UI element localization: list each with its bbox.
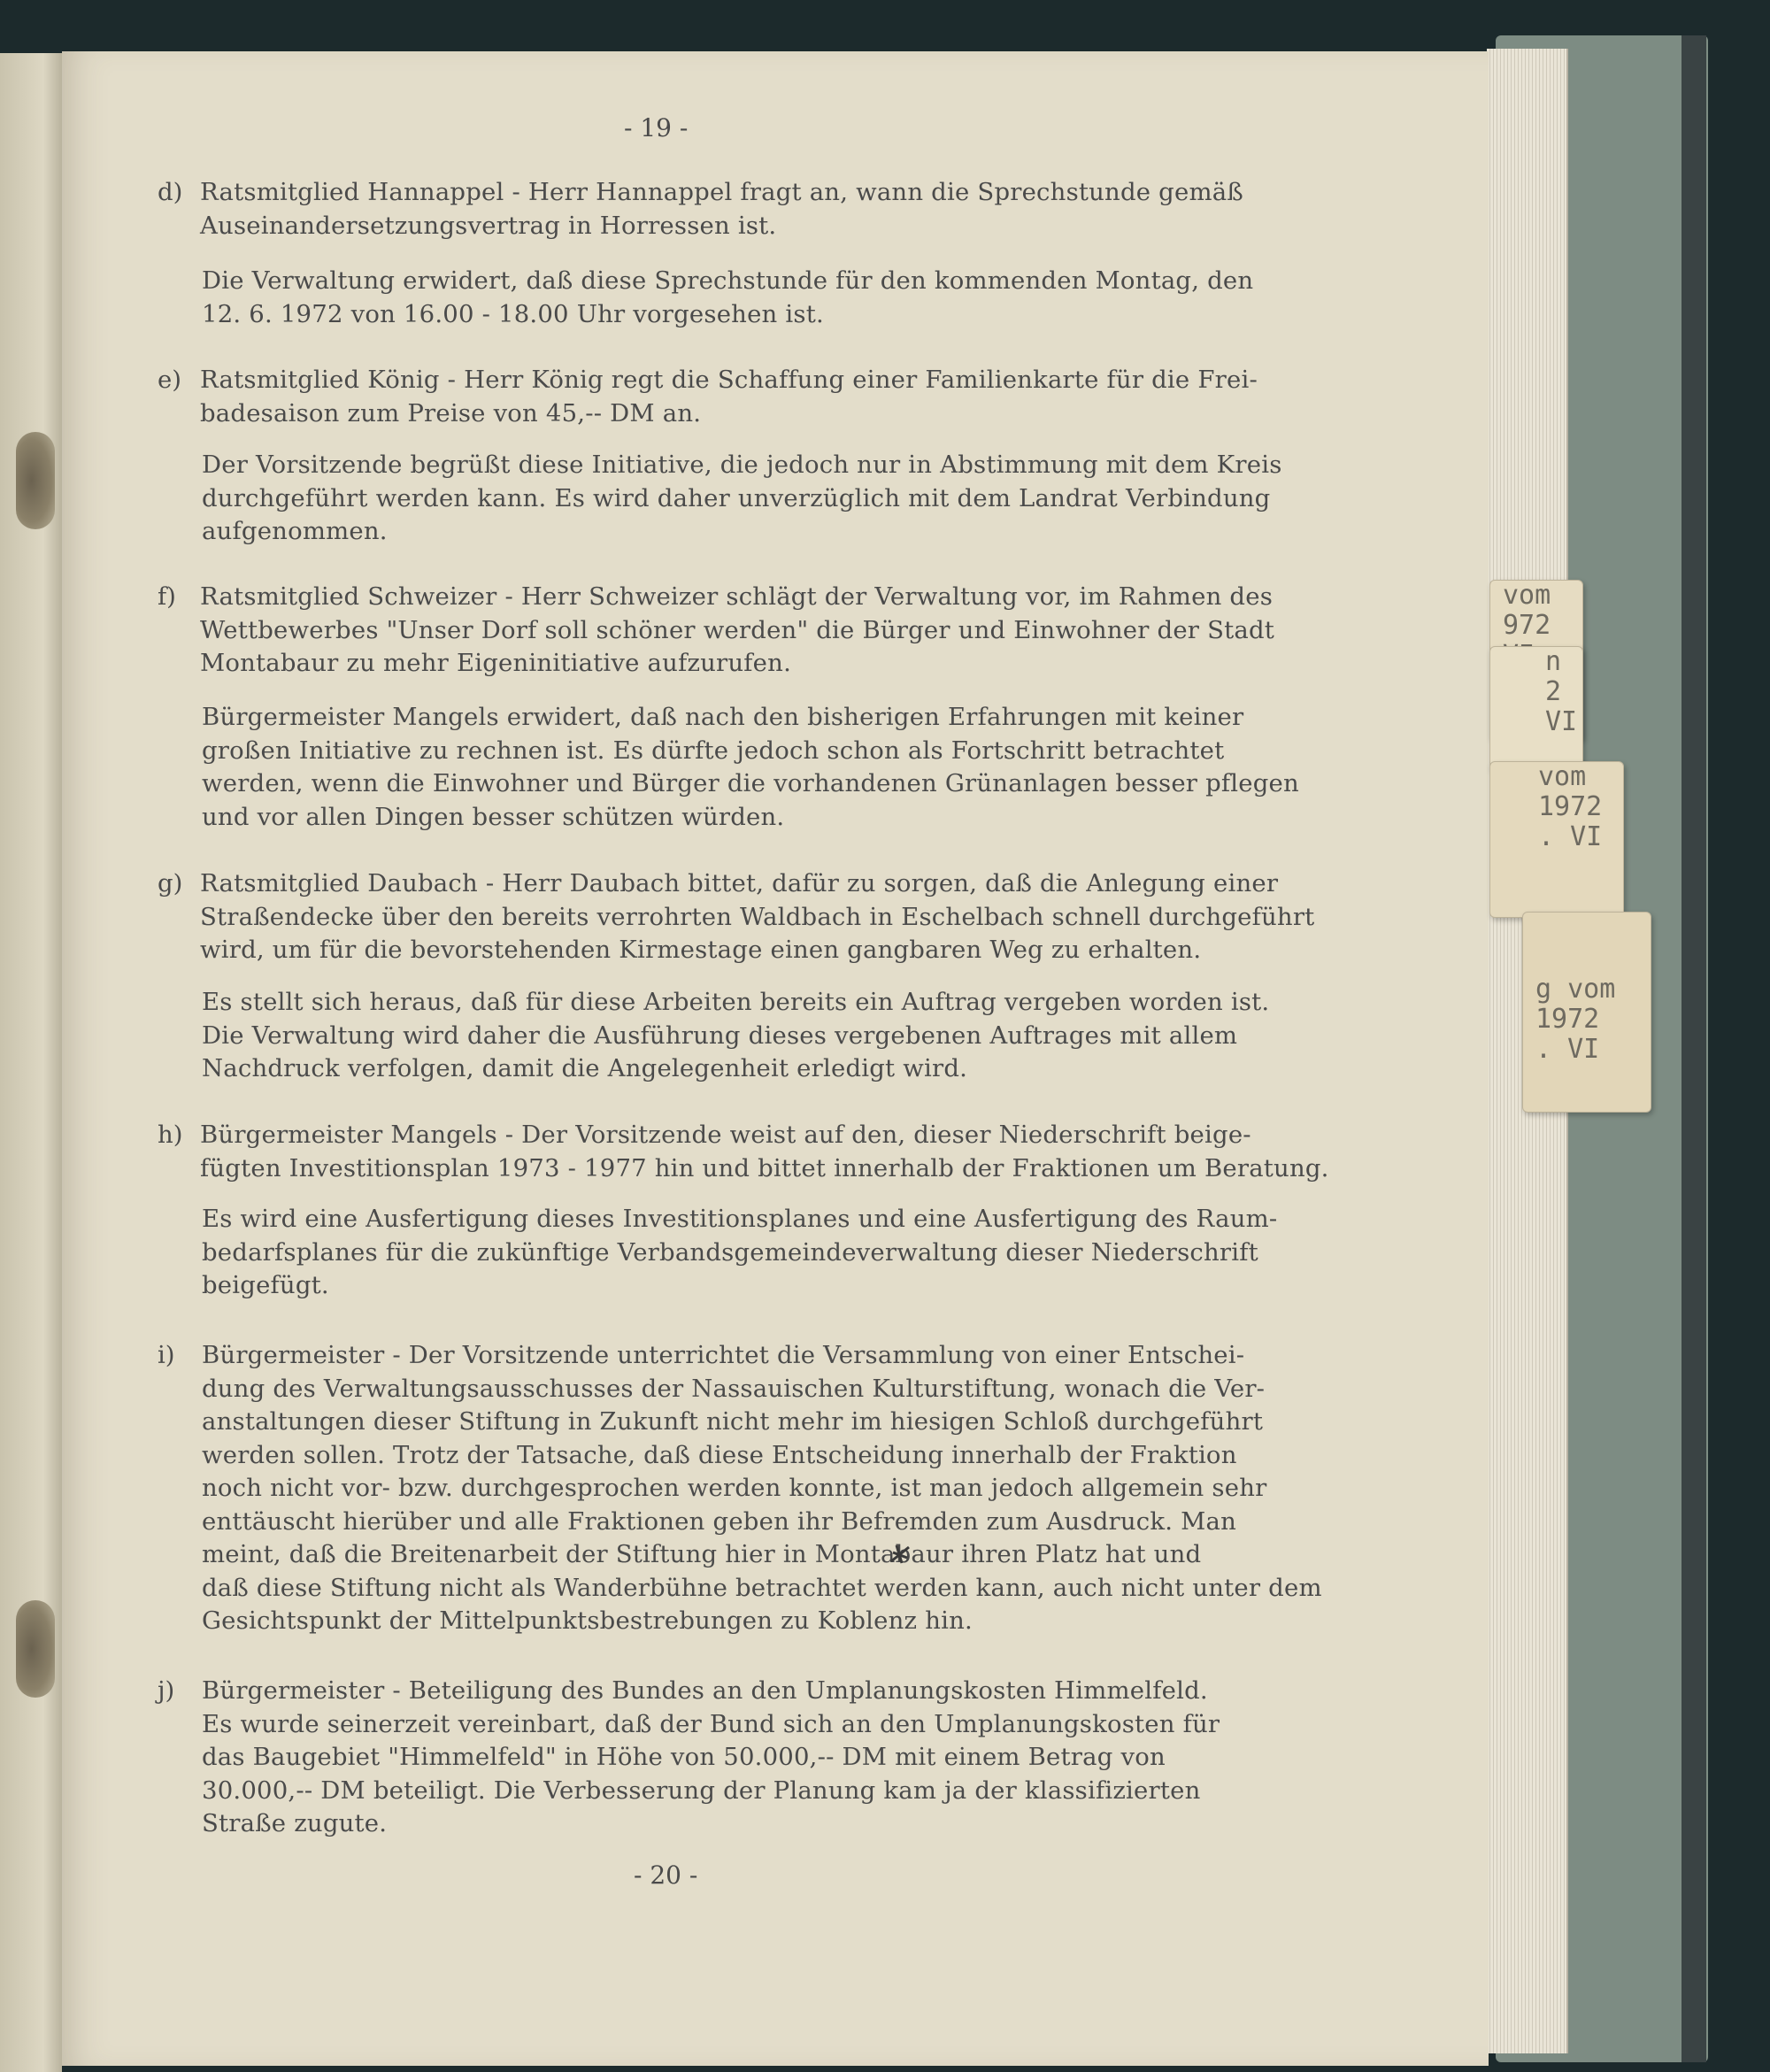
text-line: Es wurde seinerzeit vereinbart, daß der Bund sich an den Umplanungskosten für — [202, 1709, 1220, 1738]
text-line: beigefügt. — [202, 1271, 329, 1299]
text-line: daß diese Stiftung nicht als Wanderbühne betrachtet werden kann, auch nicht unter dem — [202, 1573, 1322, 1602]
handwritten-correction-mark — [888, 1542, 912, 1567]
text-line: Montabaur zu mehr Eigeninitiative aufzurufen. — [200, 649, 792, 677]
paragraph — [202, 1341, 1322, 1640]
text-line: aufgenommen. — [202, 517, 388, 545]
text-line: Ratsmitglied Schweizer - Herr Schweizer schlägt der Verwaltung vor, im Rahmen des — [200, 582, 1274, 611]
tab-text: 972 — [1503, 610, 1551, 641]
text-line: 12. 6. 1972 von 16.00 - 18.00 Uhr vorgesehen ist. — [202, 299, 824, 328]
tab-text: vom — [1538, 761, 1587, 792]
text-line: Ratsmitglied Hannappel - Herr Hannappel fragt an, wann die Sprechstunde gemäß — [200, 178, 1243, 206]
paragraph — [200, 366, 1258, 432]
text-line: Bürgermeister - Beteiligung des Bundes an den Umplanungskosten Himmelfeld. — [202, 1676, 1208, 1705]
item-marker: e) — [158, 366, 182, 394]
binder-spine — [1682, 35, 1706, 2062]
item-marker: i) — [158, 1341, 175, 1369]
text-line: dung des Verwaltungsausschusses der Nassauischen Kulturstiftung, wonach die Ver- — [202, 1374, 1266, 1403]
paragraph — [200, 869, 1314, 969]
text-line: Es wird eine Ausfertigung dieses Investitionsplanes und eine Ausfertigung des Raum- — [202, 1205, 1278, 1233]
text-line: anstaltungen dieser Stiftung in Zukunft nicht mehr im hiesigen Schloß durchgeführt — [202, 1407, 1264, 1436]
tab-text: . VI — [1535, 1034, 1600, 1065]
index-tab-3[interactable] — [1489, 761, 1624, 918]
text-line: Ratsmitglied Daubach - Herr Daubach bittet, dafür zu sorgen, daß die Anlegung einer — [200, 869, 1279, 897]
paragraph — [200, 1121, 1329, 1187]
punch-hole-bottom — [16, 1600, 55, 1698]
text-line: Auseinandersetzungsvertrag in Horressen ist. — [200, 211, 777, 240]
text-line: bedarfsplanes für die zukünftige Verbandsgemeindeverwaltung dieser Niederschrift — [202, 1237, 1258, 1267]
text-line: Es stellt sich heraus, daß für diese Arbeiten bereits ein Auftrag vergeben worden ist. — [202, 988, 1270, 1016]
item-marker: g) — [158, 869, 183, 897]
text-line: Bürgermeister - Der Vorsitzende unterrichtet die Versammlung von einer Entschei- — [202, 1341, 1245, 1369]
text-line: das Baugebiet "Himmelfeld" in Höhe von 50.000,-- DM mit einem Betrag von — [202, 1743, 1166, 1771]
page-number-header: - 19 - — [624, 113, 689, 142]
text-line: noch nicht vor- bzw. durchgesprochen werden konnte, ist man jedoch allgemein sehr — [202, 1474, 1267, 1502]
text-line: Wettbewerbes "Unser Dorf soll schöner werden" die Bürger und Einwohner der Stadt — [200, 615, 1275, 644]
tab-text: n — [1545, 646, 1562, 677]
item-marker: d) — [158, 178, 183, 206]
text-line: 30.000,-- DM beteiligt. Die Verbesserung der Planung kam ja der klassifizierten — [202, 1775, 1201, 1805]
paragraph — [202, 988, 1269, 1088]
tab-text: 1972 — [1538, 791, 1603, 822]
tab-text: vom — [1503, 580, 1551, 611]
tab-text: 1972 — [1535, 1004, 1600, 1035]
paragraph — [202, 703, 1299, 836]
text-line: meint, daß die Breitenarbeit der Stiftung hier in Montabaur ihren Platz hat und — [202, 1540, 1202, 1568]
paragraph — [200, 582, 1274, 682]
tab-text: g vom — [1535, 974, 1616, 1005]
paragraph — [202, 1205, 1277, 1305]
text-line: Die Verwaltung erwidert, daß diese Sprechstunde für den kommenden Montag, den — [202, 266, 1254, 295]
paragraph — [202, 451, 1282, 551]
text-line: fügten Investitionsplan 1973 - 1977 hin und bittet innerhalb der Fraktionen um Beratung. — [200, 1153, 1329, 1182]
index-tab-2[interactable] — [1489, 646, 1583, 772]
text-line: wird, um für die bevorstehenden Kirmestage einen gangbaren Weg zu erhalten. — [200, 936, 1202, 964]
item-marker: f) — [158, 582, 176, 611]
text-line: Gesichtspunkt der Mittelpunktsbestrebungen zu Koblenz hin. — [202, 1606, 973, 1635]
text-line: werden, wenn die Einwohner und Bürger die vorhandenen Grünanlagen besser pflegen — [202, 769, 1299, 797]
paragraph — [202, 1676, 1220, 1843]
text-line: Ratsmitglied König - Herr König regt die Schaffung einer Familienkarte für die Frei- — [200, 366, 1258, 394]
text-line: großen Initiative zu rechnen ist. Es dürfte jedoch schon als Fortschritt betrachtet — [202, 736, 1225, 765]
left-page-edge — [0, 53, 62, 2072]
text-line: Straße zugute. — [202, 1809, 388, 1837]
paragraph — [202, 266, 1253, 333]
text-line: Nachdruck verfolgen, damit die Angelegenheit erledigt wird. — [202, 1054, 968, 1082]
text-line: Bürgermeister Mangels - Der Vorsitzende weist auf den, dieser Niederschrift beige- — [200, 1121, 1251, 1149]
item-marker: h) — [158, 1121, 183, 1149]
text-line: und vor allen Dingen besser schützen würden. — [202, 802, 785, 831]
tab-text: VI — [1545, 706, 1578, 737]
item-marker: j) — [158, 1676, 175, 1705]
tab-text: 2 — [1545, 676, 1562, 707]
text-line: Die Verwaltung wird daher die Ausführung dieses vergebenen Auftrages mit allem — [202, 1021, 1238, 1050]
text-line: badesaison zum Preise von 45,-- DM an. — [200, 398, 702, 427]
text-line: enttäuscht hierüber und alle Fraktionen geben ihr Befremden zum Ausdruck. Man — [202, 1506, 1236, 1536]
text-line: Der Vorsitzende begrüßt diese Initiative, die jedoch nur in Abstimmung mit dem Kreis — [202, 451, 1282, 479]
text-line: Bürgermeister Mangels erwidert, daß nach den bisherigen Erfahrungen mit keiner — [202, 703, 1244, 731]
text-line: werden sollen. Trotz der Tatsache, daß diese Entscheidung innerhalb der Fraktion — [202, 1440, 1237, 1469]
tab-text: . VI — [1538, 821, 1603, 852]
text-line: durchgeführt werden kann. Es wird daher unverzüglich mit dem Landrat Verbindung — [202, 483, 1271, 512]
page-number-footer: - 20 - — [634, 1860, 698, 1890]
punch-hole-top — [16, 432, 55, 529]
text-line: Straßendecke über den bereits verrohrten Waldbach in Eschelbach schnell durchgeführt — [200, 902, 1315, 931]
index-tab-4[interactable] — [1522, 912, 1651, 1113]
paragraph — [200, 178, 1243, 244]
